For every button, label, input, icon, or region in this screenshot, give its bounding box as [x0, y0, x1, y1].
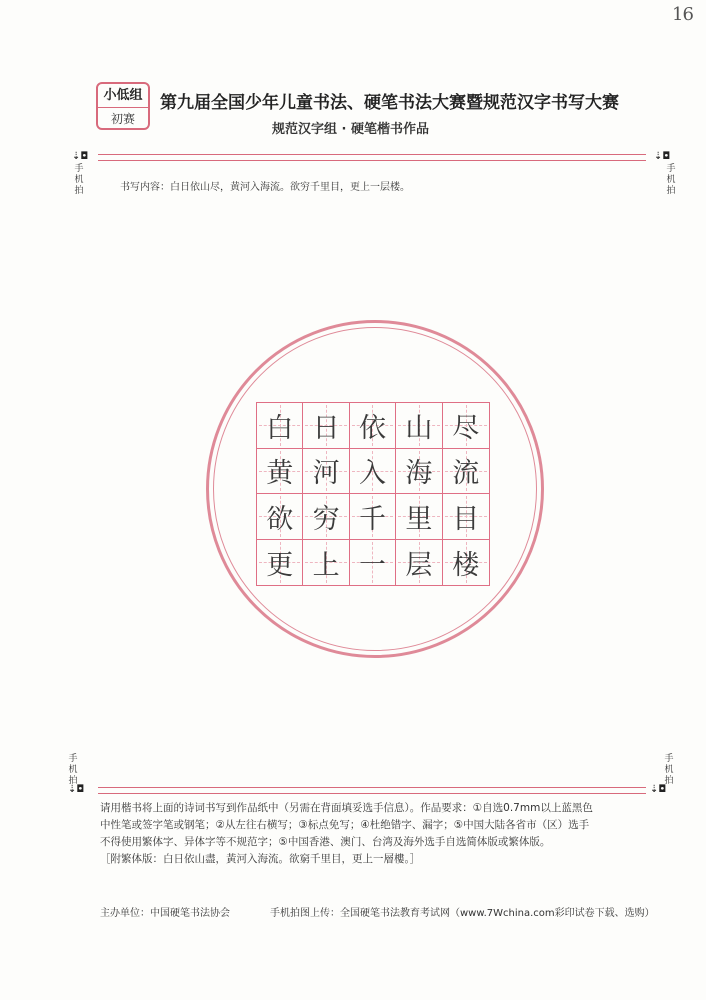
grid-character: 更 — [266, 549, 294, 581]
grid-character: 层 — [405, 549, 433, 581]
page-subtitle: 规范汉字组 · 硬笔楷书作品 — [272, 122, 429, 137]
grid-character: 目 — [452, 503, 480, 535]
requirements-text — [100, 800, 660, 868]
photo-marker-icon: ⇣◘ — [72, 151, 89, 162]
group-label-top: 小低组 — [98, 84, 148, 108]
grid-character: 上 — [312, 549, 340, 581]
grid-character: 穷 — [312, 503, 340, 535]
top-divider — [98, 154, 646, 161]
writing-content: 书写内容：白日依山尽，黄河入海流。欲穷千里目，更上一层楼。 — [120, 182, 410, 193]
side-marker-char: 机 — [664, 765, 674, 775]
grid-cell — [396, 494, 442, 540]
group-label-bottom: 初赛 — [110, 112, 135, 126]
grid-cell — [350, 540, 396, 586]
side-marker-char: 机 — [666, 175, 676, 185]
grid-cell — [350, 494, 396, 540]
grid-character: 入 — [358, 458, 386, 490]
grid-cell — [303, 403, 349, 449]
grid-character: 日 — [312, 412, 340, 444]
page-number: 16 — [672, 4, 693, 25]
side-marker-char: 手 — [666, 164, 676, 174]
grid-character: 依 — [358, 412, 386, 444]
side-marker-char: 机 — [68, 765, 78, 775]
grid-cell — [350, 403, 396, 449]
bottom-divider — [98, 787, 646, 794]
grid-cell — [443, 540, 489, 586]
grid-character: 楼 — [452, 549, 480, 581]
side-marker-top-right — [664, 164, 678, 197]
side-marker-char: 拍 — [68, 776, 78, 786]
requirements-line: 中性笔或签字笔或钢笔；②从左往右横写；③标点免写；④杜绝错字、漏字；⑤中国大陆各省市（区）选手 — [100, 819, 590, 831]
calligraphy-grid — [256, 402, 490, 586]
grid-cell — [257, 403, 303, 449]
grid-cell — [443, 494, 489, 540]
grid-cell — [443, 403, 489, 449]
grid-character: 千 — [358, 503, 386, 535]
grid-character: 流 — [452, 458, 480, 490]
grid-cell — [257, 494, 303, 540]
traditional-version-line: ［附繁体版：白日依山盡，黃河入海流。欲窮千里目，更上一層樓。］ — [100, 853, 421, 865]
side-marker-char: 手 — [68, 754, 78, 764]
grid-cell — [396, 449, 442, 495]
photo-marker-icon: ⇣◘ — [68, 784, 85, 795]
grid-character: 里 — [405, 503, 433, 535]
grid-character: 尽 — [452, 412, 480, 444]
grid-character: 山 — [405, 412, 433, 444]
side-marker-bottom-left — [66, 754, 80, 787]
grid-cell — [350, 449, 396, 495]
grid-character: 黄 — [266, 458, 294, 490]
footer-organizer: 主办单位：中国硬笔书法协会 — [100, 908, 230, 919]
side-marker-char: 机 — [74, 175, 84, 185]
side-marker-char: 拍 — [666, 186, 676, 196]
photo-marker-icon: ⇣◘ — [650, 784, 667, 795]
group-label-box — [96, 82, 150, 130]
photo-marker-icon: ⇣◘ — [654, 151, 671, 162]
grid-cell — [443, 449, 489, 495]
grid-character: 河 — [312, 458, 340, 490]
footer-upload-info: 手机拍图上传：全国硬笔书法教育考试网（www.7Wchina.com彩印试卷下载、选购） — [270, 908, 655, 919]
side-marker-char: 拍 — [664, 776, 674, 786]
requirements-line: 请用楷书将上面的诗词书写到作品纸中（另需在背面填妥选手信息）。作品要求：①自选0.7mm以上蓝黑色 — [100, 802, 593, 814]
page-title: 第九届全国少年儿童书法、硬笔书法大赛暨规范汉字书写大赛 — [160, 93, 619, 113]
side-marker-char: 手 — [74, 164, 84, 174]
side-marker-char: 手 — [664, 754, 674, 764]
grid-character: 一 — [358, 549, 386, 581]
grid-cell — [257, 540, 303, 586]
grid-character: 欲 — [266, 503, 294, 535]
grid-cell — [396, 540, 442, 586]
grid-cell — [396, 403, 442, 449]
requirements-line: 不得使用繁体字、异体字等不规范字；⑤中国香港、澳门、台湾及海外选手自选简体版或繁体版。 — [100, 836, 551, 848]
side-marker-top-left — [72, 164, 86, 197]
side-marker-char: 拍 — [74, 186, 84, 196]
grid-cell — [303, 494, 349, 540]
grid-cell — [257, 449, 303, 495]
grid-cell — [303, 540, 349, 586]
grid-character: 海 — [405, 458, 433, 490]
grid-cell — [303, 449, 349, 495]
side-marker-bottom-right — [662, 754, 676, 787]
grid-character: 白 — [266, 412, 294, 444]
